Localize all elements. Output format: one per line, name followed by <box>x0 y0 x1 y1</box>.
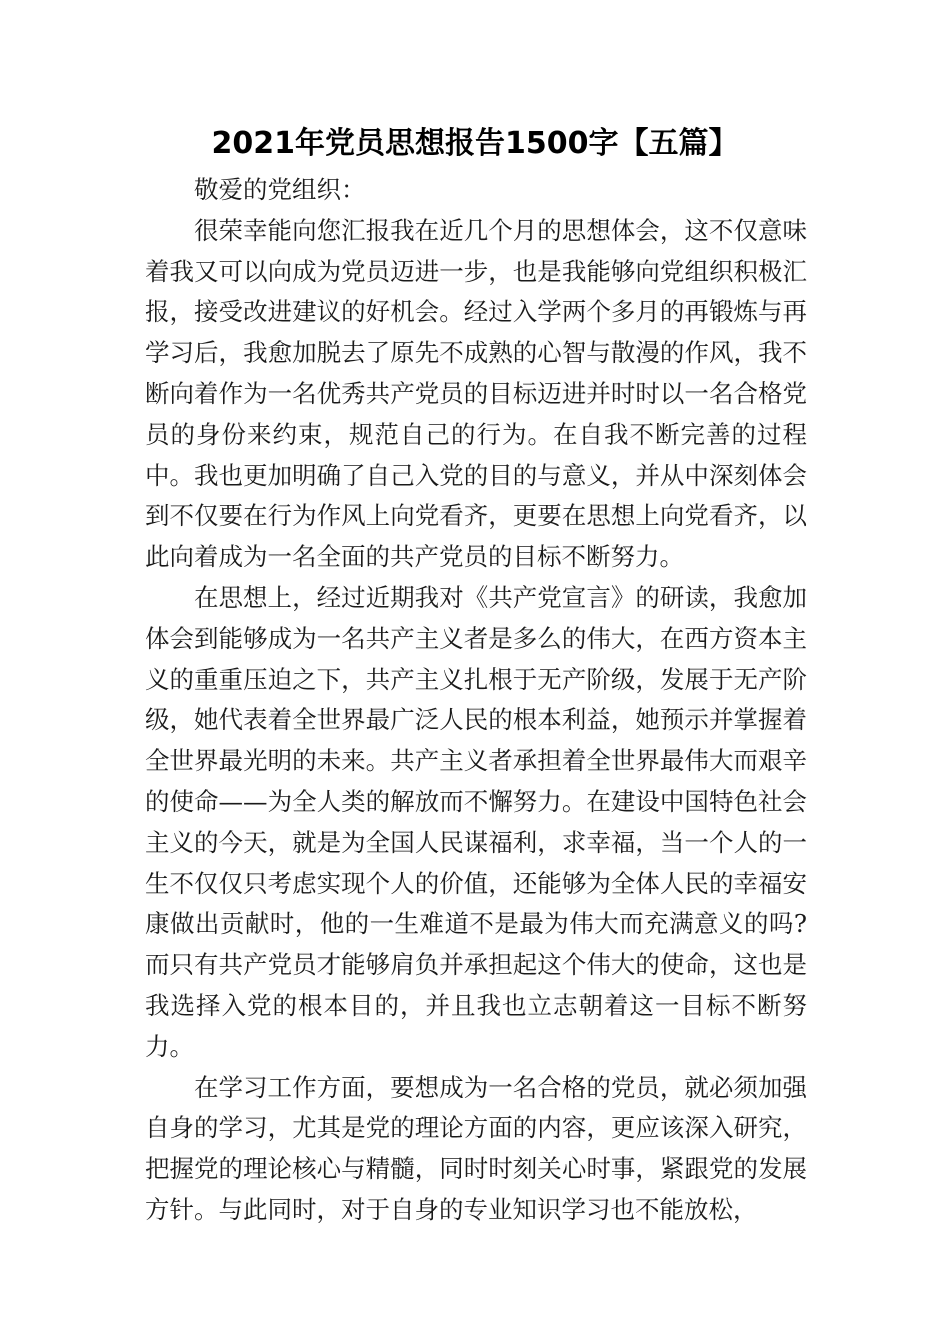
paragraph-1: 很荣幸能向您汇报我在近几个月的思想体会，这不仅意味着我又可以向成为党员迈进一步，也是我能够向党组织积极汇报，接受改进建议的好机会。经过入学两个多月的再锻炼与再学习后，我愈加脱去了原先不成熟的心智与散漫的作风，我不断向着作为一名优秀共产党员的目标迈进并时时以一名合格党员的身份来约束，规范自己的行为。在自我不断完善的过程中。我也更加明确了自己入党的目的与意义，并从中深刻体会到不仅要在行为作风上向党看齐，更要在思想上向党看齐，以此向着成为一名全面的共产党员的目标不断努力。 <box>145 215 807 572</box>
document-body <box>145 170 807 1231</box>
paragraph-2: 在思想上，经过近期我对《共产党宣言》的研读，我愈加体会到能够成为一名共产主义者是多么的伟大，在西方资本主义的重重压迫之下，共产主义扎根于无产阶级，发展于无产阶级，她代表着全世界最广泛人民的根本利益，她预示并掌握着全世界最光明的未来。共产主义者承担着全世界最伟大而艰辛的使命——为全人类的解放而不懈努力。在建设中国特色社会主义的今天，就是为全国人民谋福利，求幸福，当一个人的一生不仅仅只考虑实现个人的价值，还能够为全体人民的幸福安康做出贡献时，他的一生难道不是最为伟大而充满意义的吗?而只有共产党员才能够肩负并承担起这个伟大的使命，这也是我选择入党的根本目的，并且我也立志朝着这一目标不断努力。 <box>145 582 807 1061</box>
paragraph-3: 在学习工作方面，要想成为一名合格的党员，就必须加强自身的学习，尤其是党的理论方面的内容，更应该深入研究，把握党的理论核心与精髓，同时时刻关心时事，紧跟党的发展方针。与此同时，对于自身的专业知识学习也不能放松， <box>145 1072 807 1224</box>
salutation: 敬爱的党组织： <box>194 175 366 204</box>
document-title: 2021年党员思想报告1500字【五篇】 <box>211 126 739 161</box>
